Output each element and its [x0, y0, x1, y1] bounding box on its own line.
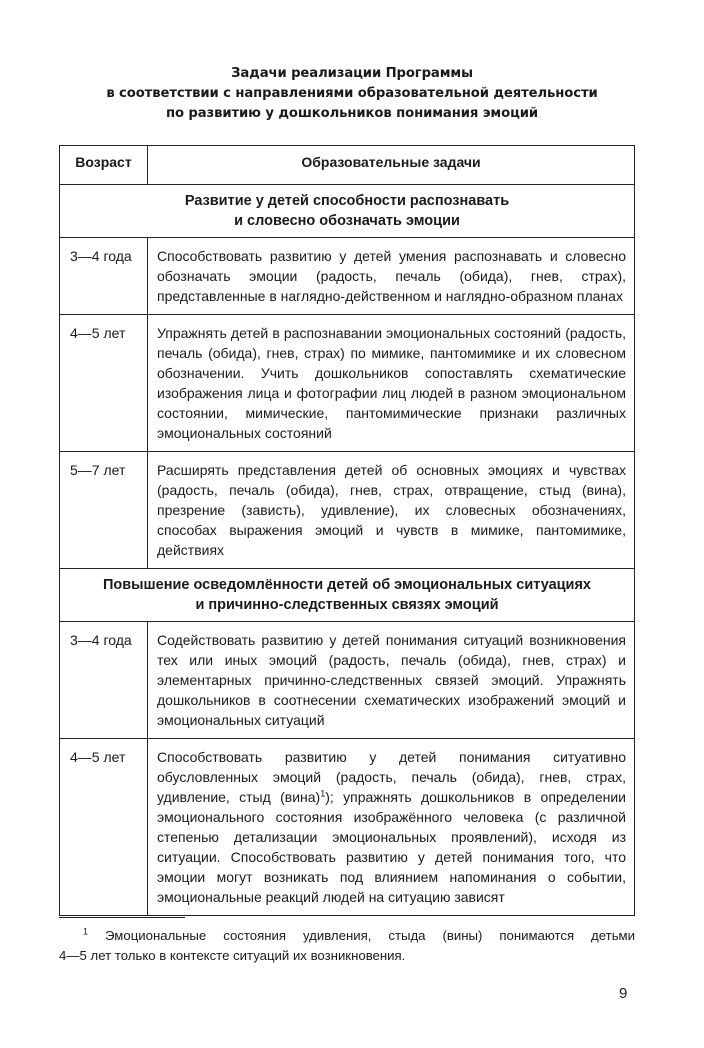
- page-number: 9: [619, 985, 628, 1002]
- footnote-line-1: [59, 926, 635, 946]
- footnote-mark: 1: [83, 926, 89, 937]
- task-cell: Содействовать развитию у детей понимания ситуаций возникновения тех или иных эмоций (радость, печаль (обида), гнев, страх) и элементарных причинно-следственных связей эмоций. Упражнять дошкольников в соотнесении схематических изображений эмоций и эмоциональных ситуаций: [148, 622, 635, 739]
- task-text-part: ); упражнять дошкольников в определении эмоционального состояния изображённого человека (с различной степенью детализации эмоциональных проявлений), исходя из ситуации. Способствовать развитию у детей понимания того, что эмоции могут возникать под влиянием напоминания о событии, эмоциональные реакций людей на ситуацию зависят: [157, 789, 626, 905]
- section-heading-line: Развитие у детей способности распознавать: [184, 193, 510, 209]
- title-line-2: в соответствии с направлениями образовательной деятельности: [106, 86, 598, 101]
- table-row: [60, 315, 635, 452]
- age-cell: 4—5 лет: [60, 739, 148, 916]
- table-row: [60, 622, 635, 739]
- footnote-line-2: 4—5 лет только в контексте ситуаций их возникновения.: [59, 948, 406, 963]
- age-cell: 3—4 года: [60, 238, 148, 315]
- section-heading-row: [60, 185, 635, 238]
- age-cell: 4—5 лет: [60, 315, 148, 452]
- section-heading: [60, 569, 635, 622]
- task-cell: [148, 739, 635, 916]
- footnote: [59, 926, 635, 966]
- task-cell: Расширять представления детей об основных эмоциях и чувствах (радость, печаль (обида), гнев, страх, отвращение, стыд (вина), презрение (зависть), удивление), их словесных обозначениях, способах выражения эмоций и чувств в мимике, пантомимике, действиях: [148, 452, 635, 569]
- age-column-header: Возраст: [60, 146, 148, 185]
- age-cell: 3—4 года: [60, 622, 148, 739]
- section-heading-row: [60, 569, 635, 622]
- title-line-3: по развитию у дошкольников понимания эмоций: [165, 106, 539, 121]
- section-heading-line: и причинно-следственных связях эмоций: [195, 597, 499, 613]
- age-cell: 5—7 лет: [60, 452, 148, 569]
- title-line-1: Задачи реализации Программы: [231, 66, 473, 81]
- section-heading: [60, 185, 635, 238]
- table-row: [60, 238, 635, 315]
- section-heading-line: и словесно обозначать эмоции: [234, 213, 460, 229]
- tasks-table: [59, 145, 635, 916]
- task-cell: Способствовать развитию у детей умения распознавать и словесно обозначать эмоции (радость, печаль (обида), гнев, страх), представленные в наглядно-действенном и наглядно-образном планах: [148, 238, 635, 315]
- footnote-text: Эмоциональные состояния удивления, стыда (вины) понимаются детьми: [88, 928, 635, 943]
- tasks-column-header: Образовательные задачи: [148, 146, 635, 185]
- task-text-part: Способствовать развитию у детей понимания ситуативно обусловленных эмоций (радость, печаль (обида), гнев, страх, удивление, стыд (вина): [157, 749, 626, 805]
- table-row: [60, 452, 635, 569]
- task-cell: Упражнять детей в распознавании эмоциональных состояний (радость, печаль (обида), гнев, страх) по мимике, пантомимике и их словесном обозначении. Учить дошкольников сопоставлять схематические изображения лица и фотографии лиц людей в разном эмоциональном состоянии, мимические, пантомимические признаки различных эмоциональных состояний: [148, 315, 635, 452]
- footnote-divider: [59, 917, 185, 918]
- table-row: [60, 739, 635, 916]
- table-header-row: [60, 146, 635, 185]
- footnote-reference: 1: [320, 788, 326, 799]
- page-title: [0, 64, 704, 124]
- section-heading-line: Повышение осведомлённости детей об эмоциональных ситуациях: [102, 577, 591, 593]
